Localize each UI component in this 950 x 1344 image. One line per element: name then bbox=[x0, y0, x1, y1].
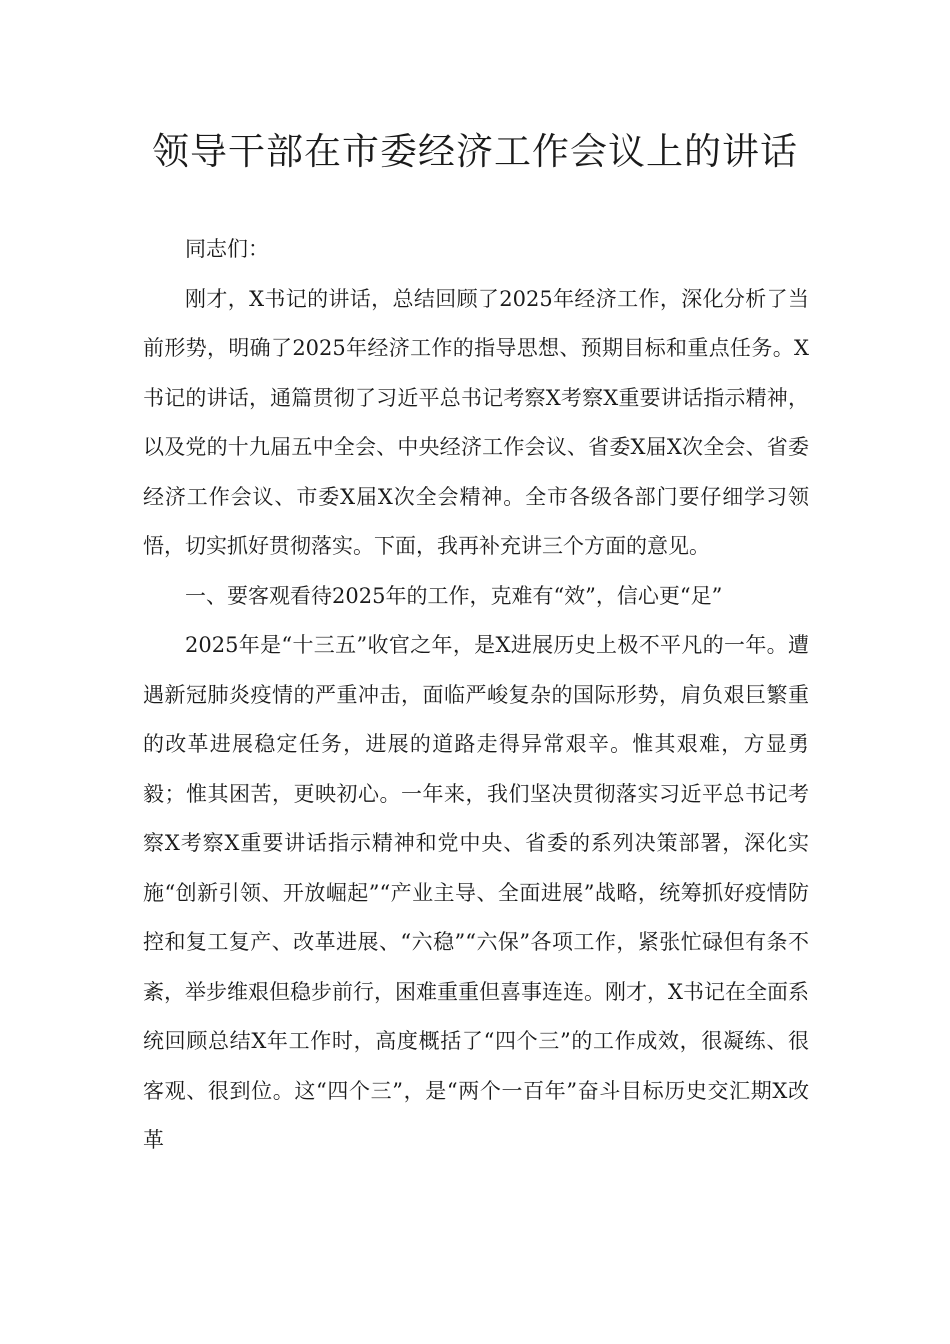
document-title: 领导干部在市委经济工作会议上的讲话 bbox=[152, 130, 798, 173]
document-body bbox=[143, 225, 809, 1166]
section-heading-1: 一、要客观看待2025年的工作，克难有“效”，信心更“足” bbox=[185, 583, 723, 608]
salutation-paragraph: 同志们： bbox=[185, 237, 269, 261]
intro-paragraph: 刚才，X书记的讲话，总结回顾了2025年经济工作，深化分析了当前形势，明确了2025年经济工作的指导思想、预期目标和重点任务。X书记的讲话，通篇贯彻了习近平总书记考察X考察X重要讲话指示精神，以及党的十九届五中全会、中央经济工作会议、省委X届X次全会、省委经济工作会议、市委X届X次全会精神。全市各级各部门要仔细学习领悟，切实抓好贯彻落实。下面，我再补充讲三个方面的意见。 bbox=[143, 286, 809, 558]
body-paragraph: 2025年是“十三五”收官之年，是X进展历史上极不平凡的一年。遭遇新冠肺炎疫情的严重冲击，面临严峻复杂的国际形势，肩负艰巨繁重的改革进展稳定任务，进展的道路走得异常艰辛。惟其艰难，方显勇毅；惟其困苦，更映初心。一年来，我们坚决贯彻落实习近平总书记考察X考察X重要讲话指示精神和党中央、省委的系列决策部署，深化实施“创新引领、开放崛起”“产业主导、全面进展”战略，统筹抓好疫情防控和复工复产、改革进展、“六稳”“六保”各项工作，紧张忙碌但有条不紊，举步维艰但稳步前行，困难重重但喜事连连。刚才，X书记在全面系统回顾总结X年工作时，高度概括了“四个三”的工作成效，很凝练、很客观、很到位。这“四个三”，是“两个一百年”奋斗目标历史交汇期X改革 bbox=[143, 633, 809, 1152]
